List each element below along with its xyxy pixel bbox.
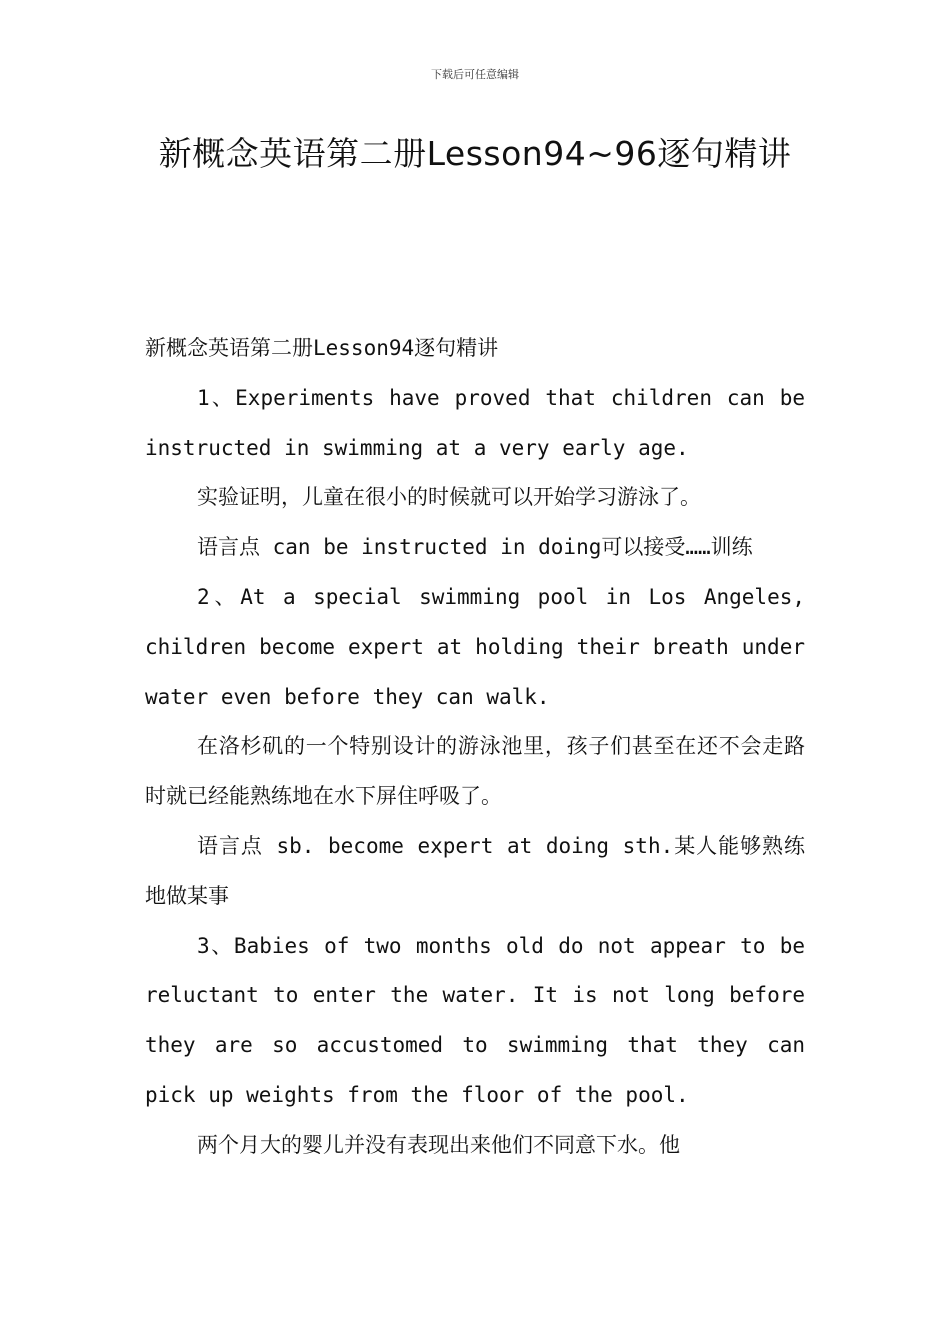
sentence-english-3: 3、Babies of two months old do not appear to be reluctant to enter the water. It is not long before they are so accustomed to swimming that they can pick up weights from the floor of the pool. bbox=[145, 933, 805, 1107]
language-point-2: 语言点 sb. become expert at doing sth.某人能够熟练地做某事 bbox=[145, 833, 805, 908]
sentence-chinese-2: 在洛杉矶的一个特别设计的游泳池里，孩子们甚至在还不会走路时就已经能熟练地在水下屏住呼吸了。 bbox=[145, 734, 805, 809]
document-title: 新概念英语第二册Lesson94~96逐句精讲 bbox=[158, 134, 792, 173]
sentence-english-2: 2、At a special swimming pool in Los Angeles, children become expert at holding their breath under water even before they can walk. bbox=[145, 584, 805, 709]
header-note: 下载后可任意编辑 bbox=[431, 68, 519, 81]
document-body bbox=[145, 324, 805, 1171]
section-heading: 新概念英语第二册Lesson94逐句精讲 bbox=[145, 336, 499, 360]
language-point-1: 语言点 can be instructed in doing可以接受……训练 bbox=[197, 535, 753, 560]
sentence-chinese-1: 实验证明，儿童在很小的时候就可以开始学习游泳了。 bbox=[197, 485, 701, 510]
sentence-english-1: 1、Experiments have proved that children can be instructed in swimming at a very early age. bbox=[145, 385, 805, 460]
sentence-chinese-3: 两个月大的婴儿并没有表现出来他们不同意下水。他 bbox=[197, 1132, 680, 1157]
